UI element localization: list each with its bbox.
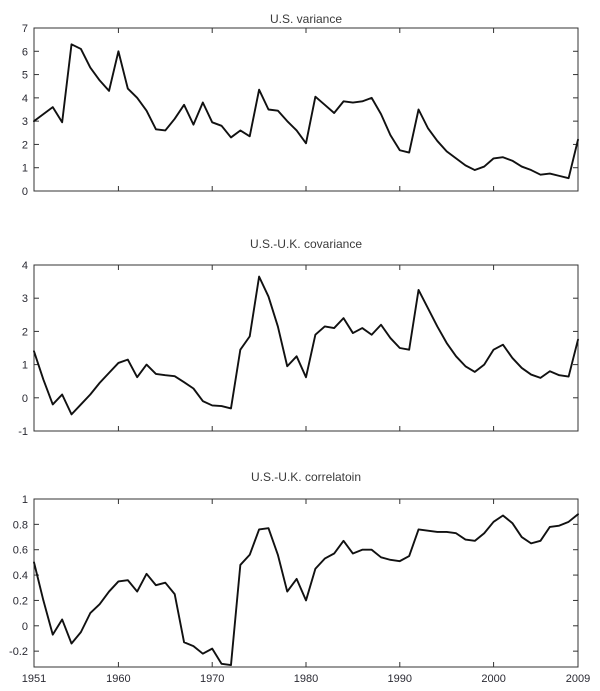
y-axis-tick-label: -1 xyxy=(18,426,28,438)
x-axis-tick-label: 2009 xyxy=(565,673,591,685)
y-axis-tick-label: 0 xyxy=(21,186,28,198)
y-axis-tick-label: 4 xyxy=(21,260,28,272)
plot-frame xyxy=(34,499,578,667)
plot-frame xyxy=(34,28,578,191)
chart-title: U.S.-U.K. covariance xyxy=(249,237,363,251)
y-axis-tick-label: 0.4 xyxy=(12,570,28,583)
data-line xyxy=(34,44,578,178)
y-axis-tick-label: 0.2 xyxy=(12,595,28,608)
subplot-us-variance xyxy=(0,0,600,230)
x-axis-tick-label: 1970 xyxy=(199,673,225,685)
y-axis-tick-label: 5 xyxy=(21,69,28,82)
x-axis-tick-label: 1990 xyxy=(387,673,413,685)
y-axis-tick-label: 6 xyxy=(21,46,28,59)
x-axis-tick-label: 1951 xyxy=(21,673,47,685)
chart-title: U.S. variance xyxy=(269,12,343,26)
data-line xyxy=(34,277,578,415)
y-axis-tick-label: 0 xyxy=(21,620,28,633)
chart-title: U.S.-U.K. correlatoin xyxy=(250,470,362,484)
subplot-us-uk-correlation xyxy=(0,460,600,691)
y-axis-tick-label: 2 xyxy=(21,139,28,152)
y-axis-tick-label: 2 xyxy=(21,326,28,339)
y-axis-tick-label: 0.8 xyxy=(12,519,28,532)
subplot-us-uk-covariance xyxy=(0,230,600,460)
x-axis-tick-label: 1960 xyxy=(106,673,131,685)
y-axis-tick-label: -0.2 xyxy=(9,646,28,659)
data-line xyxy=(34,514,578,665)
y-axis-tick-label: 3 xyxy=(21,293,28,306)
y-axis-tick-label: 4 xyxy=(21,92,28,105)
y-axis-tick-label: 7 xyxy=(21,23,28,35)
y-axis-tick-label: 1 xyxy=(21,359,28,372)
y-axis-tick-label: 0.6 xyxy=(12,544,28,557)
y-axis-tick-label: 0 xyxy=(21,392,28,405)
y-axis-tick-label: 1 xyxy=(21,494,28,506)
x-axis-tick-label: 1980 xyxy=(293,673,319,685)
x-axis-tick-label: 2000 xyxy=(481,673,506,685)
y-axis-tick-label: 1 xyxy=(21,162,28,175)
y-axis-tick-label: 3 xyxy=(21,116,28,129)
